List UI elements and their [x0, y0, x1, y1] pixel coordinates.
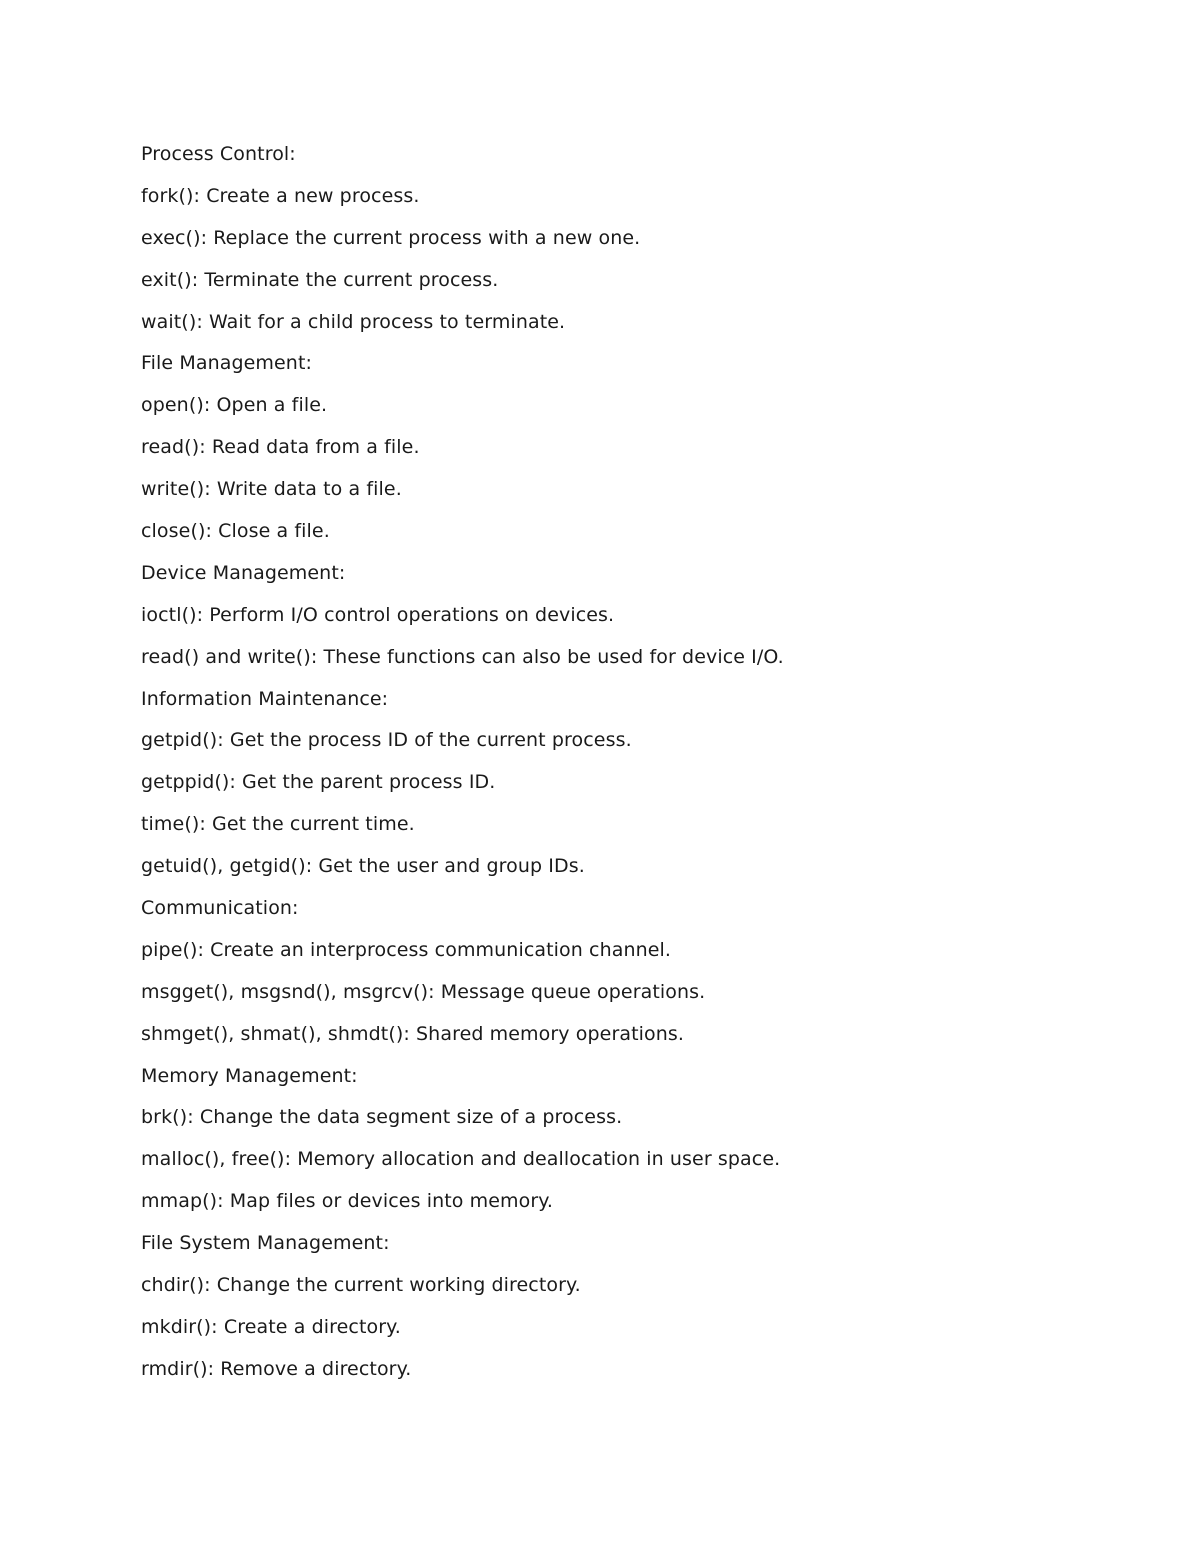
text-line: malloc(), free(): Memory allocation and deallocation in user space. [141, 1148, 781, 1171]
text-line: time(): Get the current time. [141, 813, 415, 836]
text-line: brk(): Change the data segment size of a process. [141, 1106, 623, 1129]
text-line: pipe(): Create an interprocess communication channel. [141, 938, 672, 961]
text-line: getpid(): Get the process ID of the current process. [141, 729, 632, 752]
section-heading-communication: Communication: [141, 897, 299, 920]
text-line: read() and write(): These functions can also be used for device I/O. [141, 645, 784, 668]
section-heading-memory-management: Memory Management: [141, 1064, 358, 1087]
section-heading-process-control: Process Control: [141, 143, 296, 165]
text-line: msgget(), msgsnd(), msgrcv(): Message queue operations. [141, 980, 706, 1003]
text-line: shmget(), shmat(), shmdt(): Shared memory operations. [141, 1022, 685, 1045]
text-line: rmdir(): Remove a directory. [141, 1357, 412, 1380]
text-line: ioctl(): Perform I/O control operations on devices. [141, 603, 615, 626]
document-body [141, 136, 1121, 1393]
text-line: wait(): Wait for a child process to terminate. [141, 310, 566, 333]
section-heading-device-management: Device Management: [141, 561, 346, 584]
text-line: read(): Read data from a file. [141, 436, 420, 459]
text-line: fork(): Create a new process. [141, 184, 420, 207]
section-heading-file-system-management: File System Management: [141, 1232, 390, 1255]
text-line: close(): Close a file. [141, 520, 330, 543]
text-line: getuid(), getgid(): Get the user and group IDs. [141, 855, 585, 878]
text-line: open(): Open a file. [141, 394, 328, 417]
text-line: exec(): Replace the current process with a new one. [141, 226, 641, 249]
text-line: write(): Write data to a file. [141, 478, 402, 501]
section-heading-file-management: File Management: [141, 352, 312, 375]
text-line: exit(): Terminate the current process. [141, 268, 499, 291]
text-line: chdir(): Change the current working directory. [141, 1274, 581, 1297]
text-line: getppid(): Get the parent process ID. [141, 771, 496, 794]
text-line: mkdir(): Create a directory. [141, 1315, 401, 1338]
text-line: mmap(): Map files or devices into memory. [141, 1190, 554, 1213]
section-heading-information-maintenance: Information Maintenance: [141, 687, 389, 710]
